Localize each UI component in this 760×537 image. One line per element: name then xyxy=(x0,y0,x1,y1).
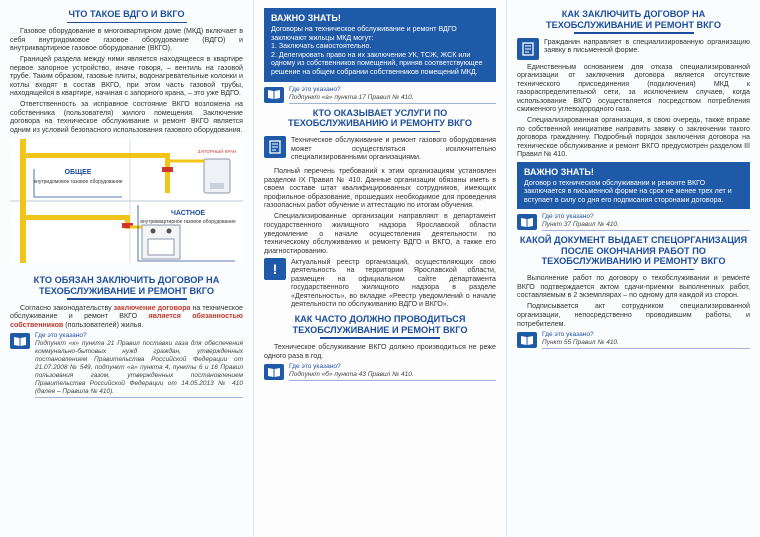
book-icon xyxy=(264,364,284,380)
gas-equipment-diagram xyxy=(10,139,243,263)
reference-text: Пункт 55 Правил № 410. xyxy=(542,339,750,349)
important-box-title: ВАЖНО ЗНАТЬ! xyxy=(524,166,594,177)
diagram-private-sub: внутриквартирное газовое оборудование xyxy=(140,219,236,226)
paragraph: Специализированные организации направляют в департамент государственного жилищного надзора Ярославской области уведомление о начале осуществления деятельности по техническому обслуживанию и ремонту ВДГО и ВКГО, а также его диагностированию. xyxy=(264,212,496,255)
reference-block xyxy=(264,86,496,104)
reference-block xyxy=(10,332,243,398)
column-middle xyxy=(253,0,507,537)
diagram-common-sub: внутридомовое газовое оборудование xyxy=(33,179,123,186)
reference-question: Где это указано? xyxy=(289,363,341,371)
heading-which-document: КАКОЙ ДОКУМЕНТ ВЫДАЕТ СПЕЦОРГАНИЗАЦИЯ ПОСЛЕ ОКОНЧАНИЯ РАБОТ ПО ТЕХОБСЛУЖИВАНИЮ И РЕМОНТУ ВКГО xyxy=(517,235,750,270)
reference-text: Подпункт «б» пункта 43 Правил № 410. xyxy=(289,371,496,381)
reference-text: Подпункт «а» пункта 17 Правил № 410. xyxy=(289,94,496,104)
paragraph: Подписывается акт сотрудником специализированной организации, непосредственно проводившим работы, и потребителем. xyxy=(517,302,750,328)
exclamation-icon: ! xyxy=(264,258,286,280)
document-icon xyxy=(264,136,286,158)
paragraph: Актуальный реестр организаций, осуществляющих свою деятельность на территории Ярославской области, размещен на официальном сайте департамента государственного жилищного надзора в разделе «Деятельность», во вкладке «Реестр уведомлений о начале деятельности по обслуживанию ВДГО и ВКГО». xyxy=(291,257,496,309)
paragraph-obligation: Согласно законодательству заключение договора на техническое обслуживание и ремонт ВКГО является обязанностью собственников (пользователей) жилья. xyxy=(10,303,244,329)
important-box xyxy=(264,8,496,82)
paragraph: Выполнение работ по договору о техобслуживании и ремонте ВКГО подтверждается актом сдачи-приемки выполненных работ, составляемым в 2 экземплярах – по одному для каждой из сторон. xyxy=(517,274,750,300)
paragraph: Границей раздела между ними является находящееся в квартире первое запорное устройство, иначе говоря, – вентиль на газовой трубе. Таким образом, газовые плиты, водонагревательные колонки и котлы входят в состав ВКГО, при этом часть газовой трубы, находящейся в квартире, начиная с запорного крана, – это уже ВДГО. xyxy=(10,55,243,98)
diagram-private-title: ЧАСТНОЕ xyxy=(170,210,206,218)
reference-block xyxy=(517,331,750,349)
highlight-text: является обязанностью собственников xyxy=(10,312,243,329)
reference-text: Пункт 37 Правил № 410. xyxy=(542,221,750,231)
heading-how-often: КАК ЧАСТО ДОЛЖНО ПРОВОДИТЬСЯ ТЕХОБСЛУЖИВАНИЕ И РЕМОНТ ВКГО xyxy=(264,314,496,339)
heading-what-is-vdgo: ЧТО ТАКОЕ ВДГО И ВКГО xyxy=(10,9,243,23)
column-left xyxy=(0,0,253,537)
important-box xyxy=(517,162,750,210)
reference-block xyxy=(264,363,496,381)
heading-who-must-sign: КТО ОБЯЗАН ЗАКЛЮЧИТЬ ДОГОВОР НА ТЕХОБСЛУЖИВАНИЕ И РЕМОНТ ВКГО xyxy=(10,275,243,300)
reference-question: Где это указано? xyxy=(542,331,594,339)
important-box-item: 1. Заключать самостоятельно. xyxy=(271,42,372,51)
book-icon xyxy=(10,333,30,349)
reference-text: Подпункт «к» пункта 21 Правил поставки газа для обеспечения коммунально-бытовых нужд граждан, утвержденных постановлением Правительства Российской Федерации от 21.07.2008 № 549, подпункт «а» пункта 4, пункты 6 и 16 Правил пользования газом, утвержденных постановлением Правительства Российской Федерации от 14.05.2013 № 410 (далее – Правила № 410). xyxy=(35,340,243,398)
paragraph: Специализированная организация, в свою очередь, также вправе по собственной инициативе направить заявку о заключении такого договора гражданину. Подробный порядок заключения договора на техническое обслуживание и ремонт ВКГО предусмотрен разделом III Правил № 410. xyxy=(517,116,750,159)
info-block xyxy=(517,38,750,60)
heading-how-to-sign: КАК ЗАКЛЮЧИТЬ ДОГОВОР НА ТЕХОБСЛУЖИВАНИЕ И РЕМОНТ ВКГО xyxy=(517,9,750,34)
column-right xyxy=(507,0,760,537)
heading-who-provides: КТО ОКАЗЫВАЕТ УСЛУГИ ПО ТЕХОБСЛУЖИВАНИЮ И РЕМОНТУ ВКГО xyxy=(264,108,496,133)
paragraph: Техническое обслуживание ВКГО должно производиться не реже одного раза в год. xyxy=(264,342,496,360)
reference-question: Где это указано? xyxy=(35,332,87,340)
important-box-text: Договор о техническом обслуживании и ремонте ВКГО заключается в письменной форме на срок не менее трех лет и вступает в силу со дня его подписания сторонами договора. xyxy=(524,178,732,204)
reference-question: Где это указано? xyxy=(542,213,594,221)
paragraph: Техническое обслуживание и ремонт газового оборудования может осуществляться исключительно специализированными организациями. xyxy=(291,136,496,162)
info-block xyxy=(264,136,496,164)
paragraph: Ответственность за исправное состояние ВКГО возложена на собственника (пользователя) жилого помещения. Заключение договора на техническое обслуживание и ремонт ВКГО является одним из условий безопасного использования газового оборудования. xyxy=(10,100,243,135)
reference-question: Где это указано? xyxy=(289,85,341,93)
important-box-item: 2. Делегировать право на их заключение УК, ТСЖ, ЖСК или одному из собственников помещений, приняв соответствующее решение на общем собрании собственников помещений МКД. xyxy=(271,50,483,76)
important-box-title: ВАЖНО ЗНАТЬ! xyxy=(271,13,341,23)
reference-block xyxy=(517,213,750,231)
document-icon xyxy=(517,38,539,60)
important-box-text: Договоры на техническое обслуживание и ремонт ВДГО заключают жильцы МКД могут: xyxy=(271,25,457,42)
info-block xyxy=(264,258,496,312)
paragraph: Полный перечень требований к этим организациям установлен разделом IX Правил № 410. Данные организации обязаны иметь в своем составе штат квалифицированных сотрудников, имеющих профильное образование, прошедших необходимое для проведения газоопасных работ обучение и аттестацию по итогам обучения. xyxy=(264,167,496,210)
paragraph: Единственным основанием для отказа специализированной организации от заключения договора является отсутствие технического присоединения (подключения) МКД к газораспределительной сети, за исключением случаев, когда использование ВКГО осуществляется посредством потребления сжиженного углеводородного газа. xyxy=(517,62,750,114)
paragraph: Гражданин направляет в специализированную организацию заявку в письменной форме. xyxy=(544,37,750,55)
diagram-common-title: ОБЩЕЕ xyxy=(64,169,92,177)
highlight-text: заключение договора xyxy=(113,303,191,312)
paragraph: Газовое оборудование в многоквартирном доме (МКД) включает в себя внутридомовое газовое оборудование (ВДГО) и внутриквартирное газовое оборудование (ВКГО). xyxy=(10,27,243,53)
diagram-valve-label: ЗАПОРНЫЙ КРАН xyxy=(197,149,237,155)
book-icon xyxy=(264,87,284,103)
book-icon xyxy=(517,214,537,230)
book-icon xyxy=(517,332,537,348)
